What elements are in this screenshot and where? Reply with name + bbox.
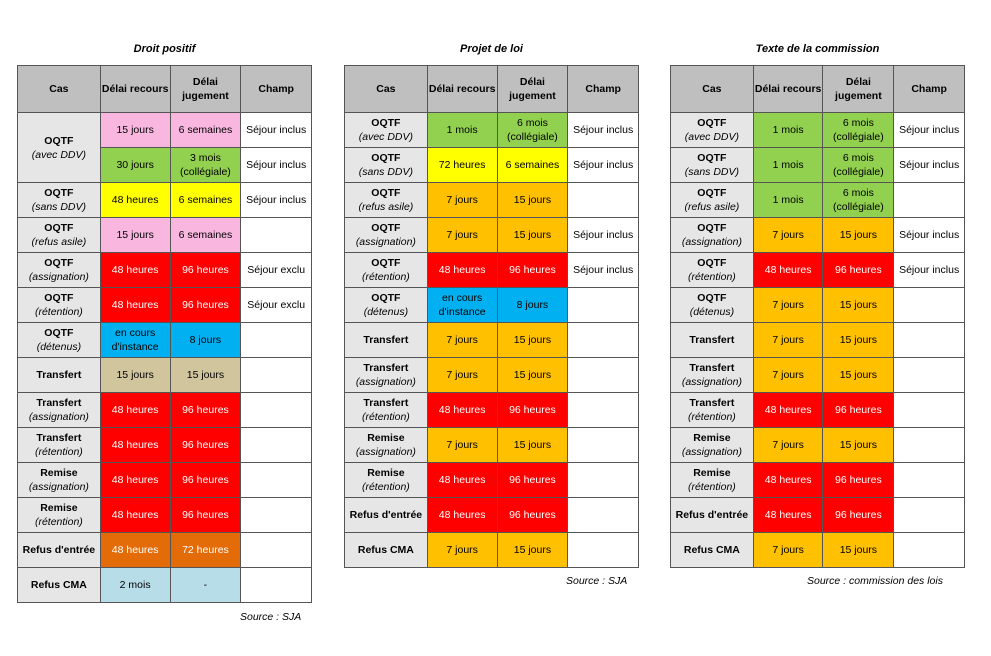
cell-cas: [671, 148, 754, 183]
cell-cas: [345, 498, 428, 533]
cas-sublabel: (assignation): [28, 271, 89, 283]
source-note: Source : SJA: [566, 575, 628, 587]
cell-champ: Séjour inclus: [241, 113, 312, 148]
cas-sublabel: (assignation): [355, 236, 416, 248]
table-row: [18, 218, 312, 253]
cell-champ: [894, 323, 965, 358]
cas-label: OQTF: [44, 222, 74, 234]
cas-label: OQTF: [371, 222, 401, 234]
cell-delai-jugement: 6 mois (collégiale): [823, 113, 894, 148]
table-row: [671, 463, 965, 498]
cell-cas: [671, 393, 754, 428]
cell-delai-jugement: 6 mois (collégiale): [823, 148, 894, 183]
cell-champ: [241, 428, 312, 463]
cell-champ: [894, 358, 965, 393]
cas-label: Transfert: [363, 397, 409, 409]
cell-champ: [894, 463, 965, 498]
cell-delai-recours: 48 heures: [100, 288, 170, 323]
header-cas: Cas: [671, 66, 754, 113]
cell-delai-jugement: 15 jours: [823, 428, 894, 463]
cell-champ: Séjour inclus: [241, 148, 312, 183]
panel-title: Texte de la commission: [755, 43, 880, 55]
cell-cas: [345, 533, 428, 568]
cas-sublabel: (assignation): [355, 376, 416, 388]
cell-cas: [18, 463, 101, 498]
cell-cas: [18, 533, 101, 568]
cell-champ: [568, 288, 639, 323]
cell-champ: [568, 358, 639, 393]
cas-sublabel: (assignation): [681, 446, 742, 458]
cell-delai-recours: 7 jours: [753, 428, 823, 463]
source-note: Source : SJA: [240, 611, 302, 623]
cell-delai-jugement: 96 heures: [823, 393, 894, 428]
cas-sublabel: (rétention): [687, 481, 736, 493]
cell-delai-jugement: 6 semaines: [170, 113, 241, 148]
cell-champ: [241, 463, 312, 498]
cell-cas: [671, 323, 754, 358]
cas-label: Refus d'entrée: [675, 509, 749, 521]
cas-sublabel: (rétention): [361, 411, 410, 423]
cas-sublabel: (refus asile): [684, 201, 740, 213]
table-row: [345, 148, 639, 183]
cell-cas: [345, 113, 428, 148]
cell-champ: [241, 358, 312, 393]
cell-delai-jugement: 96 heures: [170, 498, 241, 533]
cell-delai-recours: 48 heures: [100, 463, 170, 498]
cell-delai-jugement: 96 heures: [170, 393, 241, 428]
cell-cas: [671, 253, 754, 288]
cas-sublabel: (rétention): [34, 306, 83, 318]
cell-delai-recours: 48 heures: [100, 183, 170, 218]
cell-champ: [568, 393, 639, 428]
cell-champ: Séjour inclus: [568, 113, 639, 148]
cas-sublabel: (sans DDV): [31, 201, 87, 213]
cas-label: OQTF: [697, 222, 727, 234]
table-texte-commission: [670, 65, 965, 568]
cell-delai-jugement: 96 heures: [170, 463, 241, 498]
cell-delai-jugement: 8 jours: [497, 288, 568, 323]
cas-label: OQTF: [697, 257, 727, 269]
cas-label: Transfert: [36, 397, 82, 409]
header-champ: Champ: [894, 66, 965, 113]
cell-delai-jugement: 15 jours: [497, 533, 568, 568]
table-row: [18, 533, 312, 568]
cell-champ: Séjour inclus: [894, 253, 965, 288]
cell-delai-recours: 15 jours: [100, 358, 170, 393]
cell-cas: [18, 288, 101, 323]
table-row: [345, 533, 639, 568]
cas-sublabel: (assignation): [28, 481, 89, 493]
cas-sublabel: (avec DDV): [684, 131, 740, 143]
cas-label: OQTF: [697, 117, 727, 129]
table-projet-de-loi: [344, 65, 639, 568]
cell-delai-jugement: 15 jours: [823, 218, 894, 253]
header-cas: Cas: [18, 66, 101, 113]
cell-champ: Séjour inclus: [568, 148, 639, 183]
cell-delai-recours: 1 mois: [753, 113, 823, 148]
table-row: [18, 498, 312, 533]
table-row: [18, 183, 312, 218]
header-row: [18, 66, 312, 113]
cell-delai-recours: 48 heures: [753, 253, 823, 288]
table-row: [345, 463, 639, 498]
cell-champ: Séjour inclus: [894, 218, 965, 253]
cas-label: OQTF: [697, 187, 727, 199]
cell-delai-jugement: 96 heures: [497, 253, 568, 288]
cell-cas: [345, 183, 428, 218]
cell-delai-jugement: 96 heures: [170, 428, 241, 463]
header-champ: Champ: [241, 66, 312, 113]
cell-cas: [18, 358, 101, 393]
cas-label: OQTF: [44, 134, 74, 147]
cas-sublabel: (sans DDV): [358, 166, 414, 178]
cell-champ: [894, 288, 965, 323]
header-delai-jugement: Délai jugement: [823, 66, 894, 113]
table-row: [345, 288, 639, 323]
cas-label: Remise: [367, 467, 405, 479]
cell-champ: Séjour inclus: [894, 113, 965, 148]
cell-delai-recours: 7 jours: [427, 183, 497, 218]
cell-delai-jugement: 96 heures: [823, 253, 894, 288]
table-row: [345, 218, 639, 253]
cell-delai-recours: 48 heures: [427, 253, 497, 288]
cell-delai-jugement: 6 semaines: [170, 183, 241, 218]
cell-delai-recours: 15 jours: [100, 113, 170, 148]
table-row: [671, 148, 965, 183]
cas-label: Remise: [693, 467, 731, 479]
cell-champ: [241, 393, 312, 428]
cell-champ: [568, 323, 639, 358]
cell-delai-jugement: 3 mois (collégiale): [170, 148, 241, 183]
cell-cas: [18, 218, 101, 253]
table-row: [671, 498, 965, 533]
cell-delai-jugement: 15 jours: [497, 183, 568, 218]
header-delai-recours: Délai recours: [100, 66, 170, 113]
cas-sublabel: (sans DDV): [684, 166, 740, 178]
cell-delai-jugement: 96 heures: [823, 463, 894, 498]
cell-delai-recours: 1 mois: [753, 148, 823, 183]
cell-delai-recours: 7 jours: [753, 288, 823, 323]
table-row: [671, 113, 965, 148]
cell-cas: [345, 148, 428, 183]
cas-label: OQTF: [697, 152, 727, 164]
table-row: [345, 113, 639, 148]
table-row: [671, 253, 965, 288]
table-row: [671, 323, 965, 358]
cell-champ: [241, 218, 312, 253]
cell-champ: [568, 183, 639, 218]
cas-label: OQTF: [371, 257, 401, 269]
cell-champ: Séjour inclus: [568, 218, 639, 253]
cell-champ: [241, 568, 312, 603]
cell-delai-recours: 48 heures: [100, 533, 170, 568]
header-row: [671, 66, 965, 113]
cell-delai-recours: 7 jours: [427, 358, 497, 393]
cell-delai-jugement: 6 mois (collégiale): [497, 113, 568, 148]
cell-cas: [345, 218, 428, 253]
cas-sublabel: (rétention): [687, 271, 736, 283]
cell-delai-recours: 7 jours: [753, 218, 823, 253]
cell-champ: [894, 498, 965, 533]
cell-delai-jugement: 15 jours: [170, 358, 241, 393]
cell-cas: [345, 253, 428, 288]
table-row: [671, 533, 965, 568]
cas-sublabel: (avec DDV): [358, 131, 414, 143]
cell-delai-jugement: 15 jours: [823, 288, 894, 323]
cas-label: Transfert: [363, 362, 409, 374]
table-row: [345, 428, 639, 463]
cell-cas: [671, 218, 754, 253]
cell-delai-jugement: 15 jours: [823, 358, 894, 393]
cell-cas: [671, 288, 754, 323]
cas-label: Refus d'entrée: [22, 544, 96, 556]
table-row: [345, 498, 639, 533]
cell-cas: [671, 183, 754, 218]
cell-delai-jugement: 15 jours: [497, 358, 568, 393]
header-delai-recours: Délai recours: [427, 66, 497, 113]
source-note: Source : commission des lois: [807, 575, 943, 587]
cell-delai-recours: 48 heures: [427, 463, 497, 498]
cas-label: OQTF: [44, 292, 74, 304]
cas-label: Transfert: [36, 432, 82, 444]
cas-sublabel: (détenus): [689, 306, 735, 318]
table-row: [671, 183, 965, 218]
cell-cas: [671, 533, 754, 568]
cas-sublabel: (rétention): [361, 271, 410, 283]
cell-delai-jugement: 6 mois (collégiale): [823, 183, 894, 218]
cell-champ: [894, 183, 965, 218]
cell-delai-recours: en cours d'instance: [100, 323, 170, 358]
cell-cas: [345, 428, 428, 463]
cell-cas: [671, 358, 754, 393]
table-row: [18, 113, 312, 148]
table-row: [345, 253, 639, 288]
table-row: [18, 568, 312, 603]
cas-label: OQTF: [44, 187, 74, 199]
cas-sublabel: (rétention): [34, 516, 83, 528]
table-row: [671, 393, 965, 428]
cas-label: OQTF: [697, 292, 727, 304]
cell-delai-recours: 7 jours: [427, 428, 497, 463]
table-row: [345, 183, 639, 218]
cas-sublabel: (rétention): [687, 411, 736, 423]
cas-label: Refus CMA: [357, 544, 414, 556]
cell-delai-recours: 48 heures: [427, 498, 497, 533]
cas-sublabel: (rétention): [34, 446, 83, 458]
table-row: [18, 288, 312, 323]
cell-cas: [671, 463, 754, 498]
cell-delai-jugement: 15 jours: [497, 218, 568, 253]
header-row: [345, 66, 639, 113]
cell-delai-jugement: 6 semaines: [497, 148, 568, 183]
cell-cas: [671, 498, 754, 533]
cas-sublabel: (rétention): [361, 481, 410, 493]
cas-sublabel: (avec DDV): [31, 148, 87, 161]
cas-label: Remise: [693, 432, 731, 444]
table-row: [671, 288, 965, 323]
table-row: [18, 428, 312, 463]
header-delai-jugement: Délai jugement: [170, 66, 241, 113]
cell-delai-recours: 48 heures: [100, 393, 170, 428]
cell-cas: [18, 498, 101, 533]
table-row: [18, 358, 312, 393]
cell-delai-recours: 1 mois: [753, 183, 823, 218]
cell-cas: [18, 428, 101, 463]
cell-champ: [894, 533, 965, 568]
cas-sublabel: (assignation): [681, 236, 742, 248]
cas-sublabel: (détenus): [363, 306, 409, 318]
header-champ: Champ: [568, 66, 639, 113]
cell-cas: [18, 183, 101, 218]
cell-delai-recours: 30 jours: [100, 148, 170, 183]
cell-delai-recours: 48 heures: [100, 428, 170, 463]
cell-cas: [345, 463, 428, 498]
cell-delai-recours: en cours d'instance: [427, 288, 497, 323]
cas-label: OQTF: [44, 257, 74, 269]
cas-label: Remise: [40, 467, 78, 479]
header-cas: Cas: [345, 66, 428, 113]
cell-champ: [568, 533, 639, 568]
cell-delai-jugement: 15 jours: [497, 428, 568, 463]
cas-label: OQTF: [371, 152, 401, 164]
cell-champ: [241, 533, 312, 568]
cell-delai-recours: 48 heures: [753, 463, 823, 498]
cell-delai-jugement: 96 heures: [497, 393, 568, 428]
cell-cas: [18, 253, 101, 288]
cas-label: Remise: [40, 502, 78, 514]
panel-title: Droit positif: [133, 43, 196, 55]
cell-champ: [568, 428, 639, 463]
cell-delai-recours: 72 heures: [427, 148, 497, 183]
cell-delai-jugement: 96 heures: [823, 498, 894, 533]
table-row: [18, 463, 312, 498]
cas-label: Transfert: [36, 369, 82, 381]
table-row: [671, 358, 965, 393]
cell-delai-jugement: -: [170, 568, 241, 603]
table-row: [345, 323, 639, 358]
cell-cas: [345, 393, 428, 428]
cell-champ: Séjour exclu: [241, 253, 312, 288]
cell-cas: [671, 113, 754, 148]
cell-delai-jugement: 72 heures: [170, 533, 241, 568]
cas-sublabel: (détenus): [36, 341, 82, 353]
cas-label: Transfert: [689, 334, 735, 346]
cell-delai-recours: 48 heures: [753, 498, 823, 533]
cell-cas: [18, 568, 101, 603]
cell-delai-recours: 7 jours: [427, 323, 497, 358]
cell-delai-recours: 48 heures: [100, 253, 170, 288]
header-delai-jugement: Délai jugement: [497, 66, 568, 113]
table-row: [671, 428, 965, 463]
cell-delai-recours: 48 heures: [427, 393, 497, 428]
cas-sublabel: (refus asile): [358, 201, 414, 213]
cell-delai-jugement: 15 jours: [823, 533, 894, 568]
cell-delai-recours: 15 jours: [100, 218, 170, 253]
cell-champ: Séjour exclu: [241, 288, 312, 323]
cell-cas: [18, 113, 101, 183]
cell-delai-jugement: 96 heures: [497, 463, 568, 498]
cell-champ: [241, 323, 312, 358]
cell-delai-jugement: 96 heures: [497, 498, 568, 533]
cell-champ: [241, 498, 312, 533]
cas-label: Refus CMA: [683, 544, 740, 556]
cell-champ: [894, 393, 965, 428]
cell-delai-jugement: 96 heures: [170, 288, 241, 323]
cell-cas: [345, 358, 428, 393]
cas-label: Remise: [367, 432, 405, 444]
cell-champ: Séjour inclus: [568, 253, 639, 288]
cas-label: Transfert: [363, 334, 409, 346]
cell-champ: [894, 428, 965, 463]
cell-champ: Séjour inclus: [241, 183, 312, 218]
cas-sublabel: (assignation): [28, 411, 89, 423]
table-row: [345, 358, 639, 393]
table-droit-positif: [17, 65, 312, 603]
cell-delai-recours: 7 jours: [427, 533, 497, 568]
cas-label: Transfert: [689, 362, 735, 374]
cell-delai-jugement: 15 jours: [497, 323, 568, 358]
cell-champ: Séjour inclus: [894, 148, 965, 183]
cell-delai-recours: 7 jours: [427, 218, 497, 253]
cell-delai-recours: 7 jours: [753, 358, 823, 393]
cas-label: OQTF: [371, 292, 401, 304]
table-row: [18, 253, 312, 288]
table-row: [345, 393, 639, 428]
table-row: [18, 323, 312, 358]
cas-label: OQTF: [371, 117, 401, 129]
cell-delai-jugement: 6 semaines: [170, 218, 241, 253]
cas-sublabel: (refus asile): [31, 236, 87, 248]
cell-delai-jugement: 8 jours: [170, 323, 241, 358]
cell-delai-recours: 7 jours: [753, 323, 823, 358]
cell-delai-recours: 1 mois: [427, 113, 497, 148]
cell-cas: [671, 428, 754, 463]
cell-delai-recours: 7 jours: [753, 533, 823, 568]
cell-champ: [568, 463, 639, 498]
cas-label: OQTF: [44, 327, 74, 339]
table-row: [18, 393, 312, 428]
cas-label: OQTF: [371, 187, 401, 199]
cas-sublabel: (assignation): [681, 376, 742, 388]
panel-title: Projet de loi: [460, 43, 523, 55]
cell-delai-jugement: 15 jours: [823, 323, 894, 358]
cell-delai-recours: 48 heures: [100, 498, 170, 533]
cell-delai-jugement: 96 heures: [170, 253, 241, 288]
cell-cas: [345, 288, 428, 323]
cell-cas: [18, 323, 101, 358]
table-row: [671, 218, 965, 253]
cell-cas: [18, 393, 101, 428]
cell-champ: [568, 498, 639, 533]
cell-delai-recours: 48 heures: [753, 393, 823, 428]
cell-cas: [345, 323, 428, 358]
cas-label: Transfert: [689, 397, 735, 409]
header-delai-recours: Délai recours: [753, 66, 823, 113]
cell-delai-recours: 2 mois: [100, 568, 170, 603]
cas-sublabel: (assignation): [355, 446, 416, 458]
cas-label: Refus d'entrée: [349, 509, 423, 521]
cas-label: Refus CMA: [30, 579, 87, 591]
